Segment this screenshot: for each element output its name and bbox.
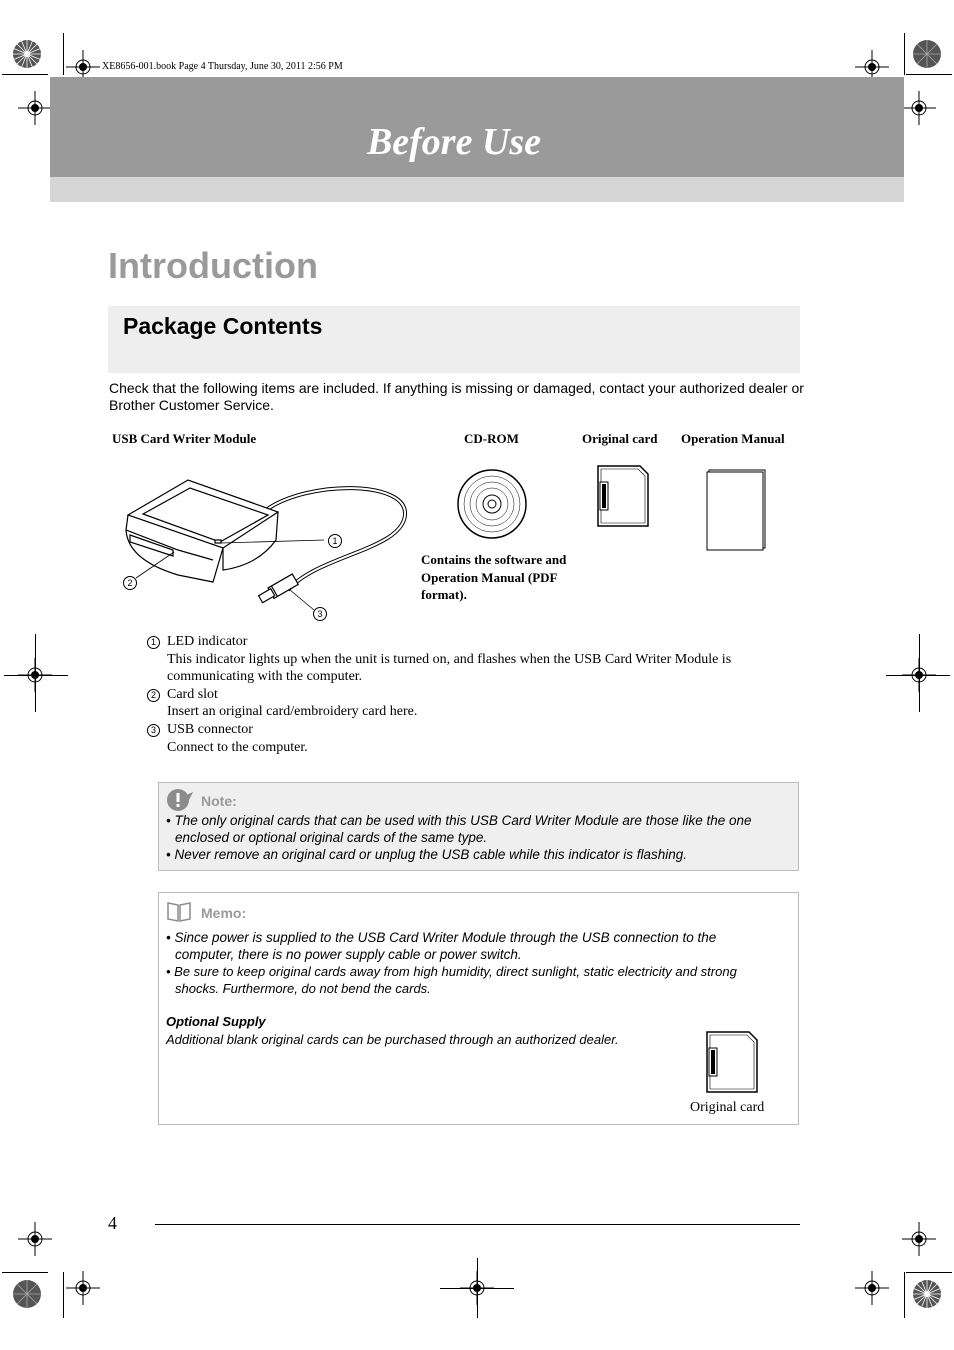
operation-manual-icon	[705, 468, 769, 552]
intro-paragraph: Check that the following items are included. If anything is missing or damaged, contact your authorized dealer or Brother Customer Service.	[109, 380, 804, 413]
crosshair-icon	[902, 1222, 936, 1256]
footer-rule	[155, 1224, 800, 1225]
legend-number: 2	[147, 689, 160, 702]
crosshair-icon	[66, 1271, 100, 1305]
memo-bullet-line: • Since power is supplied to the USB Card Writer Module through the USB connection to the	[166, 930, 717, 945]
memo-bullet-line: computer, there is no power supply cable or power switch.	[175, 947, 522, 962]
legend-title: Card slot	[167, 687, 218, 702]
cd-rom-caption: Contains the software and Operation Manual (PDF format).	[421, 552, 567, 602]
usb-module-heading: USB Card Writer Module	[112, 431, 257, 446]
memo-label: Memo:	[201, 905, 247, 921]
memo-card-caption: Original card	[690, 1100, 765, 1115]
crosshair-icon	[902, 91, 936, 125]
registration-target-icon	[11, 1278, 43, 1310]
legend-description: Connect to the computer.	[167, 740, 308, 755]
crosshair-icon	[18, 1222, 52, 1256]
callout-led: 1	[328, 534, 342, 548]
note-label: Note:	[201, 793, 237, 809]
legend-number: 1	[147, 636, 160, 649]
note-bullet-line: • The only original cards that can be used with this USB Card Writer Module are those like the one	[166, 813, 752, 828]
chapter-title: Before Use	[366, 121, 542, 163]
operation-manual-heading: Operation Manual	[681, 431, 785, 446]
original-card-heading: Original card	[582, 431, 658, 446]
usb-card-writer-illustration	[118, 470, 413, 620]
memo-bullet	[166, 963, 796, 997]
note-bullet	[166, 812, 796, 846]
original-card-icon	[596, 464, 650, 528]
optional-supply-text: Additional blank original cards can be purchased through an authorized dealer.	[166, 1032, 619, 1047]
memo-bullet-line: shocks. Furthermore, do not bend the cards.	[175, 981, 431, 996]
page-title: Introduction	[108, 245, 318, 286]
registration-target-icon	[911, 38, 943, 70]
warning-icon	[166, 788, 194, 812]
registration-target-icon	[911, 1278, 943, 1310]
chapter-header-subband	[50, 177, 904, 202]
legend-title: USB connector	[167, 722, 253, 737]
note-bullet	[166, 846, 796, 863]
optional-supply-title: Optional Supply	[166, 1014, 266, 1029]
book-icon	[166, 900, 192, 922]
original-card-icon	[705, 1030, 759, 1094]
legend-title: LED indicator	[167, 634, 248, 649]
memo-box	[158, 892, 799, 1125]
memo-bullet	[166, 929, 796, 963]
page-number: 4	[108, 1213, 117, 1233]
file-info: XE8656-001.book Page 4 Thursday, June 30, 2011 2:56 PM	[102, 61, 343, 72]
cd-rom-heading: CD-ROM	[464, 431, 519, 446]
legend-number: 3	[147, 724, 160, 737]
cd-rom-icon	[456, 468, 528, 540]
crosshair-icon	[855, 1271, 889, 1305]
note-bullet-line: enclosed or optional original cards of the same type.	[175, 830, 488, 845]
note-bullet-line: • Never remove an original card or unplug the USB cable while this indicator is flashing.	[166, 847, 687, 862]
callout-card-slot: 2	[123, 576, 137, 590]
section-title: Package Contents	[123, 313, 323, 339]
crosshair-icon	[18, 91, 52, 125]
legend-description: This indicator lights up when the unit is turned on, and flashes when the USB Card Writer Module is communicating with the computer.	[167, 652, 732, 684]
memo-bullet-line: • Be sure to keep original cards away from high humidity, direct sunlight, static electricity and strong	[166, 964, 737, 979]
legend-description: Insert an original card/embroidery card here.	[167, 704, 418, 719]
registration-target-icon	[11, 38, 43, 70]
callout-usb-connector: 3	[313, 607, 327, 621]
